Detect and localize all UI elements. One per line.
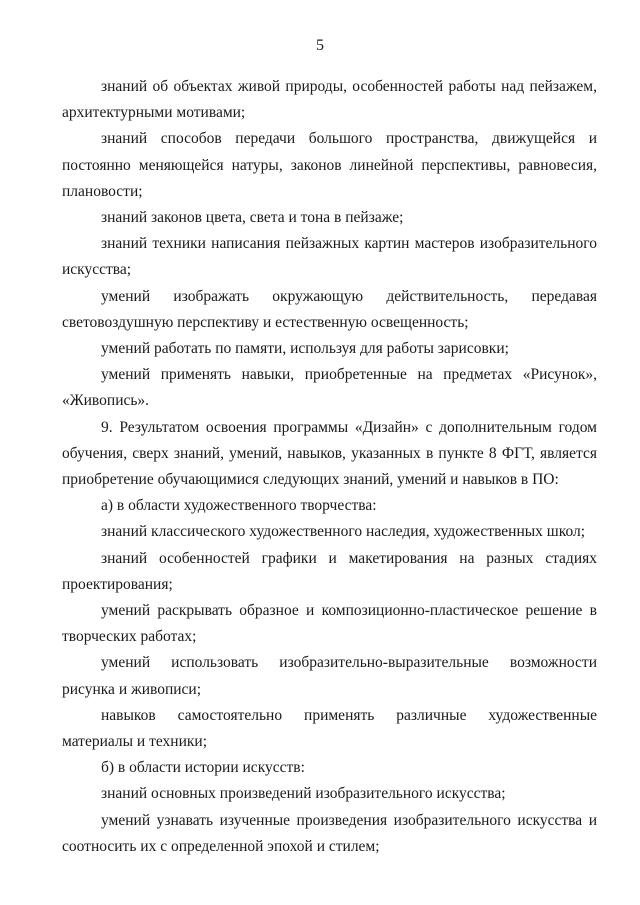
paragraph: 9. Результатом освоения программы «Дизайн» с дополнительным годом обучения, сверх знаний, умений, навыков, указанных в пункте 8 ФГТ, является приобретение обучающимися следующих знаний, умений и навыков в ПО: — [62, 418, 597, 489]
paragraph: знаний особенностей графики и макетирования на разных стадиях проектирования; — [62, 549, 597, 593]
paragraph: знаний классического художественного наследия, художественных школ; — [101, 523, 586, 541]
paragraph: умений работать по памяти, используя для работы зарисовки; — [101, 340, 509, 358]
paragraph: умений изображать окружающую действительность, передавая световоздушную перспективу и естественную освещенность; — [62, 287, 597, 331]
paragraph: знаний техники написания пейзажных картин мастеров изобразительного искусства; — [62, 235, 597, 279]
section-heading: б) в области истории искусств: — [101, 759, 305, 777]
paragraph: умений раскрывать образное и композиционно-пластическое решение в творческих работах; — [62, 602, 597, 646]
paragraph: умений использовать изобразительно-выразительные возможности рисунка и живописи; — [62, 654, 597, 698]
paragraph: знаний об объектах живой природы, особенностей работы над пейзажем, архитектурными мотивами; — [62, 78, 597, 122]
paragraph: знаний основных произведений изобразительного искусства; — [101, 785, 506, 803]
paragraph: умений узнавать изученные произведения изобразительного искусства и соотносить их с определенной эпохой и стилем; — [62, 811, 597, 855]
paragraph: знаний законов цвета, света и тона в пейзаже; — [101, 209, 404, 227]
paragraph: умений применять навыки, приобретенные на предметах «Рисунок», «Живопись». — [62, 366, 597, 410]
page-number: 5 — [316, 37, 324, 54]
document-body — [62, 74, 597, 860]
section-heading: а) в области художественного творчества: — [101, 497, 377, 515]
paragraph: навыков самостоятельно применять различные художественные материалы и техники; — [62, 706, 597, 751]
paragraph: знаний способов передачи большого пространства, движущейся и постоянно меняющейся натуры, законов линейной перспективы, равновесия, плановости; — [62, 130, 597, 200]
